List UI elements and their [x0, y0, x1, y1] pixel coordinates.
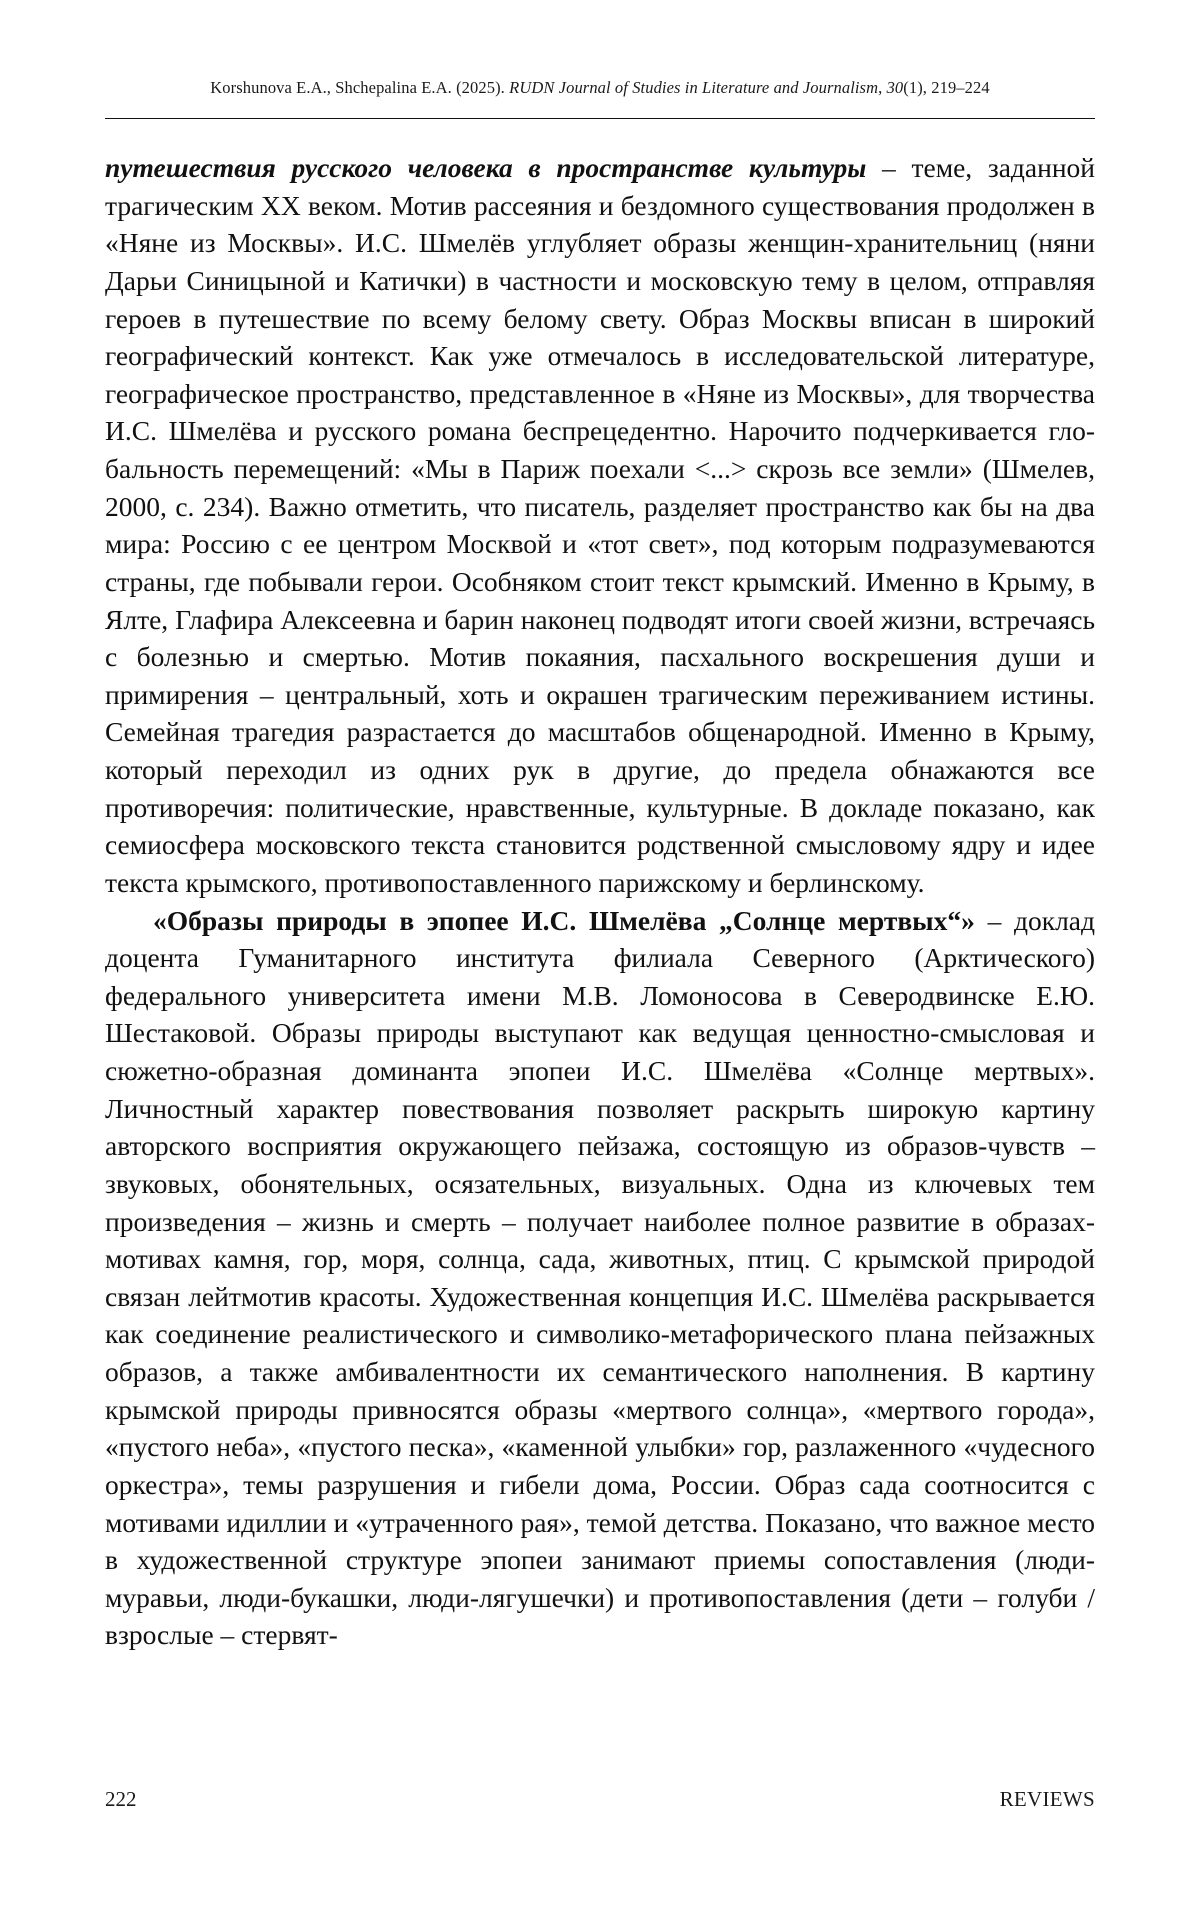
paragraph-1-text: – теме, заданной трагическим XX веком. Мотив рассеяния и бездомного существования продолжен в «Няне из Москвы». И.С. Шмелёв углубляет образы жен­щин-хранительниц (няни Дарьи Синицыной и Катички) в частности и московскую тему в целом, отправляя героев в путешествие по всему бело­му свету. Образ Москвы вписан в широкий географический контекст. Как уже отмечалось в исследовательской литературе, географическое про­странство, представленное в «Няне из Москвы», для творчества И.С. Шме­лёва и русского романа беспрецедентно. Нарочито подчеркивается гло­бальность перемещений: «Мы в Париж поехали <...> скрозь все земли» (Шмелев, 2000, с. 234). Важно отметить, что писатель, разделяет про­странство как бы на два мира: Россию с ее центром Москвой и «тот свет», под которым подразумеваются страны, где побывали герои. Особняком стоит текст крымский. Именно в Крыму, в Ялте, Глафира Алексеевна и барин наконец подводят итоги своей жизни, встречаясь с болезнью и смертью. Мотив покаяния, пасхального воскрешения души и примире­ния – центральный, хоть и окрашен трагическим переживанием истины. Семейная трагедия разрастается до масштабов общенародной. Именно в Крыму, который переходил из одних рук в другие, до предела обнажаются все противоречия: политические, нравственные, культурные. В докладе показано, как семиосфера московского текста становится родственной смысловому ядру и идее текста крымского, противопоставленного па­рижскому и берлинскому. — [105, 152, 1095, 898]
section-label: REVIEWS — [1000, 1787, 1095, 1812]
paragraph-2-lead: «Образы природы в эпопее И.С. Шмелёва „Солнце мертвых“» — [153, 905, 975, 936]
header-issue-pages: (1), 219–224 — [903, 78, 989, 97]
running-header — [105, 78, 1095, 98]
header-citation-authors: Korshunova E.A., Shchepalina E.A. (2025). — [210, 78, 509, 97]
paragraph-2 — [105, 902, 1095, 1655]
header-separator: , — [878, 78, 886, 97]
page-number: 222 — [105, 1787, 137, 1812]
paragraph-1 — [105, 149, 1095, 902]
header-divider — [105, 118, 1095, 119]
article-body — [105, 149, 1095, 1654]
header-volume: 30 — [887, 78, 904, 97]
paragraph-2-text: – доклад доцента Гуманитарного института филиала Северного (Арктического) федерального университета имени М.В. Ломоносова в Северодвинске Е.Ю. Шестаковой. Образы природы выступают как ведущая ценностно-смысловая и сюжетно-образная доминанта эпопеи И.С. Шмелёва «Солн­це мертвых». Личностный характер повествования позволяет раскрыть широкую картину авторского восприятия окружающего пейзажа, состоя­щую из образов-чувств – звуковых, обонятельных, осязательных, визу­альных. Одна из ключевых тем произведения – жизнь и смерть – получа­ет наиболее полное развитие в образах-мотивах камня, гор, моря, солнца, сада, животных, птиц. С крымской природой связан лейтмотив красоты. Художественная концепция И.С. Шмелёва раскрывается как соединение реалистического и символико-метафорического плана пейзажных обра­зов, а также амбивалентности их семантического наполнения. В картину крымской природы привносятся образы «мертвого солнца», «мертвого города», «пустого неба», «пустого песка», «каменной улыбки» гор, разла­женного «чудесного оркестра», темы разрушения и гибели дома, России. Образ сада соотносится с мотивами идиллии и «утраченного рая», темой детства. Показано, что важное место в художественной структуре эпопеи занимают приемы сопоставления (люди-муравьи, люди-букашки, люди-лягушечки) и противопоставления (дети – голуби / взрослые – стервят- — [105, 905, 1095, 1651]
journal-page — [0, 0, 1200, 1906]
paragraph-1-lead: путешествия русского человека в пространстве культуры — [105, 152, 866, 183]
header-journal-title: RUDN Journal of Studies in Literature and Journalism — [509, 78, 878, 97]
